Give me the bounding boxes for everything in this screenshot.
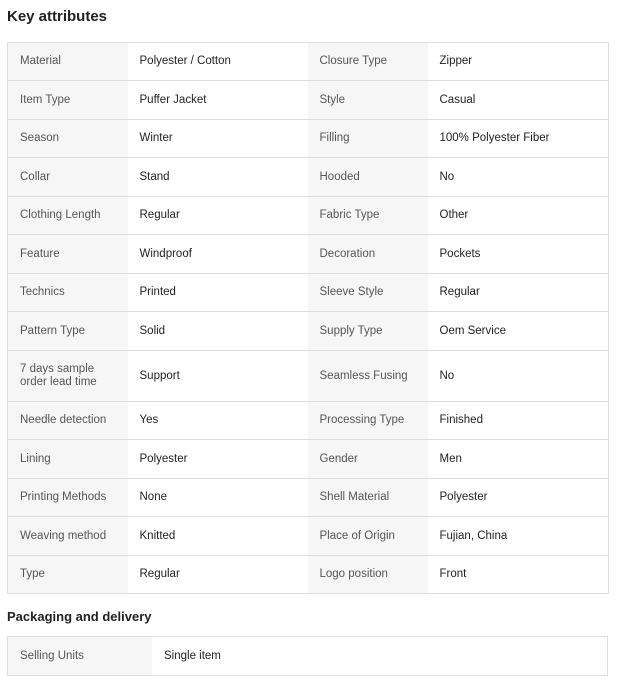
attribute-key: Clothing Length (8, 197, 128, 235)
attribute-value: Knitted (128, 517, 308, 556)
attribute-value: Regular (128, 556, 308, 594)
attribute-key: Processing Type (308, 402, 428, 440)
attribute-value: No (428, 351, 609, 402)
attribute-key: Place of Origin (308, 517, 428, 556)
attribute-key: Collar (8, 158, 128, 197)
key-attributes-table (7, 42, 609, 594)
attribute-value: Windproof (128, 235, 308, 274)
attribute-value: Zipper (428, 43, 609, 81)
key-attributes-heading: Key attributes (7, 8, 108, 25)
attribute-row (8, 81, 609, 120)
attribute-key: Supply Type (308, 312, 428, 351)
attribute-key: Printing Methods (8, 479, 128, 517)
attribute-value: Front (428, 556, 609, 594)
attribute-key: Filling (308, 120, 428, 158)
attribute-value: Printed (128, 274, 308, 312)
attribute-row (8, 402, 609, 440)
attribute-row (8, 158, 609, 197)
attribute-row (8, 197, 609, 235)
attribute-key: 7 days sample order lead time (8, 351, 128, 402)
attribute-key: Hooded (308, 158, 428, 197)
attribute-value: Puffer Jacket (128, 81, 308, 120)
attribute-key: Season (8, 120, 128, 158)
attribute-value: Yes (128, 402, 308, 440)
attribute-value: Pockets (428, 235, 609, 274)
packaging-table (7, 636, 608, 676)
attribute-row (8, 312, 609, 351)
attribute-key: Type (8, 556, 128, 594)
attribute-row (8, 235, 609, 274)
attribute-key: Material (8, 43, 128, 81)
attribute-row (8, 351, 609, 402)
attribute-key: Lining (8, 440, 128, 479)
attribute-key: Fabric Type (308, 197, 428, 235)
attribute-key: Sleeve Style (308, 274, 428, 312)
packaging-key: Selling Units (8, 637, 153, 676)
attribute-row (8, 479, 609, 517)
attribute-key: Decoration (308, 235, 428, 274)
attribute-key: Gender (308, 440, 428, 479)
attribute-key: Style (308, 81, 428, 120)
attribute-value: Men (428, 440, 609, 479)
attribute-value: Oem Service (428, 312, 609, 351)
attribute-value: Winter (128, 120, 308, 158)
attribute-key: Closure Type (308, 43, 428, 81)
attribute-key: Feature (8, 235, 128, 274)
attribute-value: Casual (428, 81, 609, 120)
attribute-value: Regular (128, 197, 308, 235)
attribute-value: Polyester (428, 479, 609, 517)
attribute-value: Support (128, 351, 308, 402)
attribute-value: Solid (128, 312, 308, 351)
attribute-row (8, 120, 609, 158)
attribute-value: Finished (428, 402, 609, 440)
attribute-key: Shell Material (308, 479, 428, 517)
attribute-key: Logo position (308, 556, 428, 594)
attribute-key: Item Type (8, 81, 128, 120)
attribute-key: Weaving method (8, 517, 128, 556)
attribute-value: Stand (128, 158, 308, 197)
attribute-value: Other (428, 197, 609, 235)
packaging-value: Single item (152, 637, 608, 676)
attribute-row (8, 274, 609, 312)
attribute-value: None (128, 479, 308, 517)
attribute-key: Technics (8, 274, 128, 312)
attribute-value: Polyester (128, 440, 308, 479)
attribute-value: Polyester / Cotton (128, 43, 308, 81)
attribute-key: Needle detection (8, 402, 128, 440)
attribute-value: No (428, 158, 609, 197)
attribute-row (8, 43, 609, 81)
attribute-value: Regular (428, 274, 609, 312)
packaging-row (8, 637, 608, 676)
attribute-key: Pattern Type (8, 312, 128, 351)
packaging-delivery-heading: Packaging and delivery (7, 609, 152, 624)
attribute-key: Seamless Fusing (308, 351, 428, 402)
attribute-row (8, 517, 609, 556)
attribute-value: 100% Polyester Fiber (428, 120, 609, 158)
attribute-row (8, 556, 609, 594)
attribute-value: Fujian, China (428, 517, 609, 556)
attribute-row (8, 440, 609, 479)
